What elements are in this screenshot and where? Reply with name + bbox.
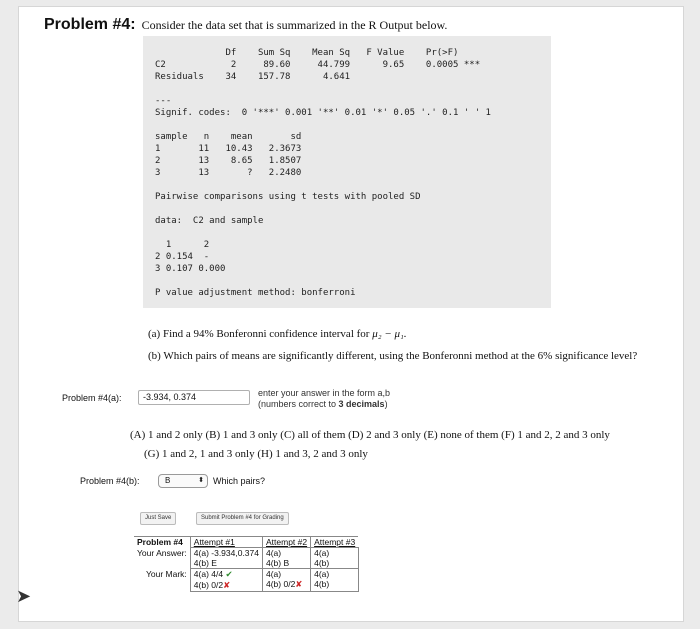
mark-cell: 4(a) 4(b)	[311, 569, 359, 592]
summary-header: sample n mean sd	[155, 132, 302, 142]
submit-button[interactable]: Submit Problem #4 for Grading	[196, 512, 289, 525]
choices-line: (G) 1 and 2, 1 and 3 only (H) 1 and 3, 2 and 3 only	[144, 448, 368, 460]
answer-a-input[interactable]: -3.934, 0.374	[138, 390, 250, 405]
adjustment-method: P value adjustment method: bonferroni	[155, 288, 356, 298]
pairwise-row: 3 0.107 0.000	[155, 264, 226, 274]
attempt-col-header: Attempt #3	[311, 537, 359, 548]
problem-header	[44, 16, 447, 34]
summary-row: 2 13 8.65 1.8507	[155, 156, 302, 166]
attempt-col-header: Attempt #1	[190, 537, 262, 548]
data-line: data: C2 and sample	[155, 216, 264, 226]
choices-line: (A) 1 and 2 only (B) 1 and 3 only (C) all of them (D) 2 and 3 only (E) none of them (F) 1 and 2, 2 and 3 only	[130, 429, 610, 441]
your-mark-label: Your Mark:	[145, 568, 187, 579]
pairwise-title: Pairwise comparisons using t tests with pooled SD	[155, 192, 421, 202]
mark-cell: 4(a) 4/4 ✔ 4(b) 0/2✘	[190, 569, 262, 592]
answer-cell: 4(a) 4(b)	[311, 548, 359, 569]
attempt-col-header: Attempt #2	[263, 537, 311, 548]
answer-format-hint: enter your answer in the form a,b (numbers correct to 3 decimals)	[258, 388, 391, 409]
separator: ---	[155, 96, 172, 106]
anova-row-c2: C2 2 89.60 44.799 9.65 0.0005 ***	[155, 60, 481, 70]
answer-b-select[interactable]: B ⬍	[158, 474, 208, 488]
question-b: (b) Which pairs of means are significantly different, using the Bonferonni method at the 6% significance level?	[148, 350, 638, 362]
part-a-label: Problem #4(a):	[62, 393, 122, 403]
attempts-table	[134, 536, 359, 592]
summary-row: 1 11 10.43 2.3673	[155, 144, 302, 154]
chevron-updown-icon: ⬍	[198, 477, 204, 484]
anova-row-residuals: Residuals 34 157.78 4.641	[155, 72, 351, 82]
question-a-math: μ₂ − μ₁.	[372, 328, 407, 340]
attempts-header: Problem #4	[137, 537, 183, 547]
pairwise-row: 2 0.154 -	[155, 252, 210, 262]
problem-title: Problem #4:	[44, 16, 136, 33]
question-a: (a) Find a 94% Bonferonni confidence interval for μ₂ − μ₁.	[148, 328, 407, 340]
your-answer-label: Your Answer:	[137, 547, 187, 558]
save-button[interactable]: Just Save	[140, 512, 176, 525]
pairwise-header: 1 2	[155, 240, 210, 250]
which-pairs-label: Which pairs?	[213, 476, 266, 486]
summary-row: 3 13 ? 2.2480	[155, 168, 302, 178]
problem-intro: Consider the data set that is summarized in the R Output below.	[141, 18, 448, 32]
answer-cell: 4(a) 4(b) B	[263, 548, 311, 569]
mouse-cursor-icon: ➤	[16, 586, 32, 606]
part-b-label: Problem #4(b):	[80, 476, 140, 486]
anova-header: Df Sum Sq Mean Sq F Value Pr(>F)	[155, 48, 459, 58]
mark-cell: 4(a) 4(b) 0/2✘	[263, 569, 311, 592]
signif-codes: Signif. codes: 0 '***' 0.001 '**' 0.01 '*' 0.05 '.' 0.1 ' ' 1	[155, 108, 491, 118]
r-output-box	[143, 36, 551, 308]
answer-cell: 4(a) -3.934,0.374 4(b) E	[190, 548, 262, 569]
answer-choices	[130, 426, 675, 464]
